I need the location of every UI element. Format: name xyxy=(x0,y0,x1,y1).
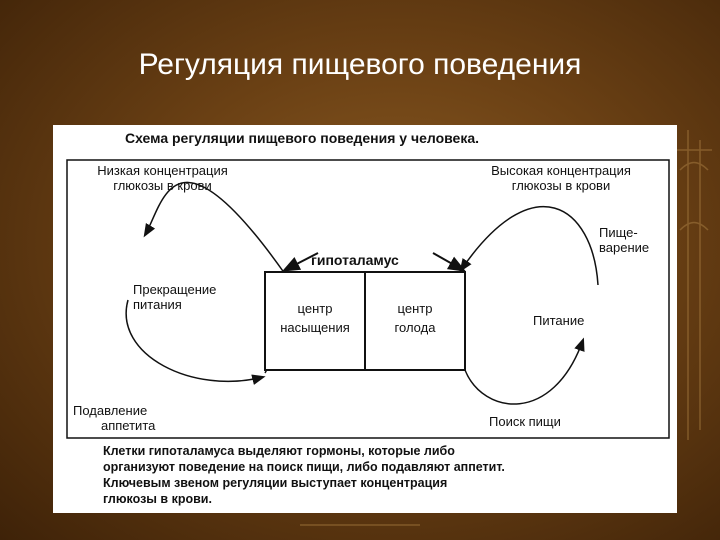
label-hunger-center: центр голода xyxy=(394,301,436,335)
curve-food-search-to-nutrition xyxy=(465,340,583,404)
curve-digestion-to-hypothalamus xyxy=(461,207,598,285)
diagram-card xyxy=(53,125,677,513)
label-nutrition: Питание xyxy=(533,313,585,328)
arrow-hypothalamus-right xyxy=(433,253,463,270)
slide-title: Регуляция пищевого поведения xyxy=(138,48,582,81)
label-digestion: Пище- варение xyxy=(599,225,650,255)
curve-hypothalamus-to-low-glucose xyxy=(145,182,285,274)
label-appetite-suppression: Подавление аппетита xyxy=(73,403,156,433)
diagram-caption: Клетки гипоталамуса выделяют гормоны, которые либо организуют поведение на поиск пищи, либо подавляют аппетит. Ключевым звеном регуляции выступает концентрация глюкозы в крови. xyxy=(103,444,505,506)
label-low-glucose: Низкая концентрация глюкозы в крови xyxy=(97,163,228,193)
label-stop-eating: Прекращение питания xyxy=(133,282,217,312)
label-food-search: Поиск пищи xyxy=(489,414,561,429)
diagram-heading: Схема регуляции пищевого поведения у человека. xyxy=(125,130,480,146)
label-satiety-center: центр насыщения xyxy=(280,301,350,335)
label-high-glucose: Высокая концентрация глюкозы в крови xyxy=(491,163,631,193)
label-hypothalamus: гипоталамус xyxy=(311,252,399,268)
curve-stop-eating-to-appetite-suppression xyxy=(126,300,263,381)
